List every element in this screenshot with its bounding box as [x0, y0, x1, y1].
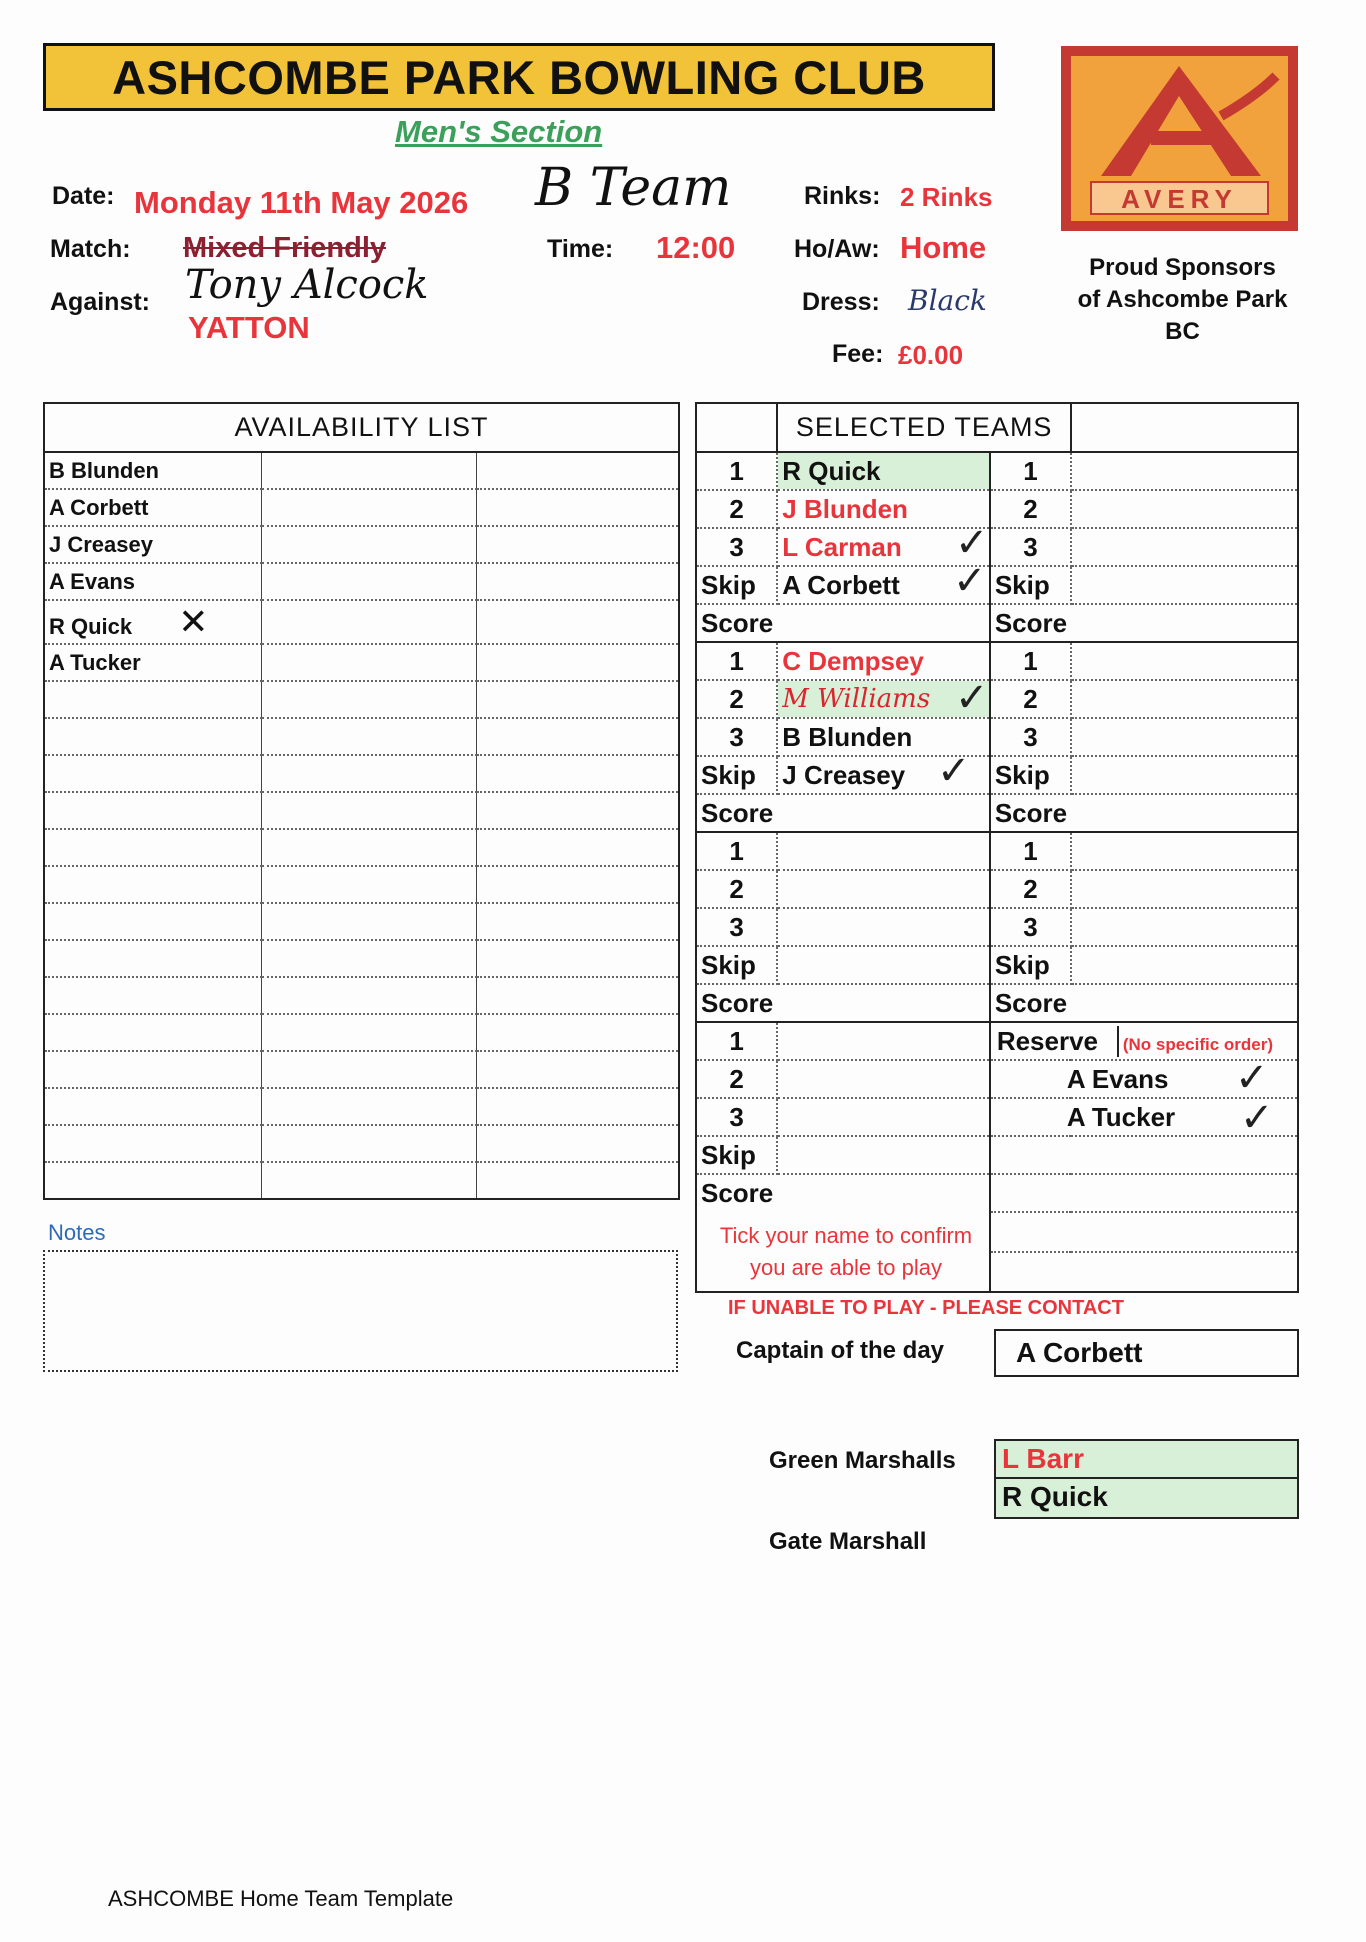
table-row: 3 3	[696, 908, 1298, 946]
hoaw-value: Home	[900, 230, 987, 265]
avail-name: A Tucker	[44, 644, 261, 681]
table-row: 2 J Blunden 2	[696, 490, 1298, 528]
tick-icon: ✓	[955, 520, 989, 566]
time-label: Time:	[547, 235, 614, 263]
rink2-player1: C Dempsey	[777, 642, 990, 680]
sponsor-text	[1050, 252, 1315, 348]
rink1-player1: R Quick	[777, 452, 990, 490]
reserve-label: Reserve	[991, 1026, 1119, 1057]
table-row: 3 B Blunden 3	[696, 718, 1298, 756]
availability-title: AVAILABILITY LIST	[44, 403, 679, 452]
table-row	[44, 644, 679, 681]
tick-icon: ✓	[1235, 1055, 1269, 1101]
table-row	[44, 600, 679, 644]
table-row	[44, 1051, 679, 1088]
selected-title: SELECTED TEAMS	[777, 403, 1071, 452]
sponsor-line-3: BC	[1165, 318, 1200, 345]
avail-name: B Blunden	[44, 452, 261, 489]
table-row	[44, 940, 679, 977]
table-row: 1 Reserve (No specific order)	[696, 1022, 1298, 1060]
table-row	[44, 681, 679, 718]
tick-instructions: Tick your name to confirm you are able to play	[719, 1223, 973, 1280]
table-row	[44, 1162, 679, 1199]
avail-name: J Creasey	[44, 526, 261, 563]
notes-label: Notes	[48, 1220, 106, 1245]
reserve-note: (No specific order)	[1122, 1034, 1274, 1054]
tick-icon: ✓	[955, 675, 989, 721]
rink2-skip: J Creasey	[777, 756, 990, 794]
table-row: 2 M Williams 2	[696, 680, 1298, 718]
fee-value: £0.00	[898, 340, 964, 370]
section-heading: Men's Section	[395, 114, 603, 149]
rinks-label: Rinks:	[804, 182, 881, 210]
time-value: 12:00	[656, 230, 736, 265]
green-marshalls-box	[994, 1439, 1299, 1519]
avail-name: R Quick ✕	[44, 600, 261, 644]
table-row: 3 A Tucker	[696, 1098, 1298, 1136]
table-row	[44, 829, 679, 866]
captain-value: A Corbett	[994, 1329, 1299, 1377]
rink1-skip: A Corbett	[777, 566, 990, 604]
template-name: ASHCOMBE Home Team Template	[108, 1886, 454, 1911]
table-row: 1 1	[696, 832, 1298, 870]
table-row	[44, 452, 679, 489]
table-row: 2 2	[696, 870, 1298, 908]
sponsor-line-1: Proud Sponsors	[1089, 254, 1276, 281]
table-row: Score	[696, 1174, 1298, 1212]
table-row	[44, 866, 679, 903]
unable-to-play-notice: IF UNABLE TO PLAY - PLEASE CONTACT	[728, 1297, 1124, 1319]
table-row	[44, 977, 679, 1014]
reserve-2: A Tucker	[990, 1098, 1298, 1136]
hoaw-label: Ho/Aw:	[794, 235, 880, 263]
date-label: Date:	[52, 182, 115, 210]
cross-mark-icon: ✕	[178, 601, 209, 642]
availability-table	[43, 402, 680, 1200]
table-row: 3 L Carman 3	[696, 528, 1298, 566]
against-handwritten: Tony Alcock	[185, 262, 429, 308]
table-row	[44, 755, 679, 792]
table-row: 2 A Evans	[696, 1060, 1298, 1098]
tick-icon: ✓	[953, 558, 987, 604]
rinks-value: 2 Rinks	[900, 182, 993, 212]
dress-value: Black	[908, 284, 987, 317]
table-row: Skip	[696, 1136, 1298, 1174]
rink1-player2: J Blunden	[777, 490, 990, 528]
club-title: ASHCOMBE PARK BOWLING CLUB	[43, 43, 995, 111]
table-row	[44, 1125, 679, 1162]
sponsor-line-2: of Ashcombe Park	[1077, 286, 1288, 313]
avail-name: A Corbett	[44, 489, 261, 526]
table-row	[44, 1014, 679, 1051]
reserve-1: A Evans	[990, 1060, 1298, 1098]
gate-marshall-label: Gate Marshall	[769, 1528, 927, 1555]
captain-label: Captain of the day	[736, 1337, 945, 1364]
table-row: Score Score	[696, 604, 1298, 642]
rink2-player2: M Williams	[777, 680, 990, 718]
table-row: Skip A Corbett Skip	[696, 566, 1298, 604]
against-label: Against:	[50, 288, 150, 316]
table-row: 1 R Quick 1	[696, 452, 1298, 490]
against-value: YATTON	[188, 310, 310, 345]
rink1-player3: L Carman	[777, 528, 990, 566]
match-label: Match:	[50, 235, 131, 263]
team-handwritten: B Team	[535, 158, 732, 218]
green-marshall-1: L Barr	[996, 1441, 1297, 1479]
table-row	[44, 563, 679, 600]
table-row: Score Score	[696, 794, 1298, 832]
logo-text: AVERY	[1121, 184, 1238, 214]
avail-name: A Evans	[44, 563, 261, 600]
dress-label: Dress:	[802, 288, 880, 316]
sponsor-logo	[1061, 46, 1298, 231]
tick-icon: ✓	[937, 748, 971, 794]
selected-teams-table	[695, 402, 1299, 1293]
notes-box[interactable]	[43, 1250, 678, 1372]
table-row: Skip J Creasey Skip	[696, 756, 1298, 794]
table-row	[44, 489, 679, 526]
fee-label: Fee:	[832, 340, 884, 368]
tick-icon: ✓	[1240, 1095, 1274, 1141]
rink2-player3: B Blunden	[777, 718, 990, 756]
table-row: Skip Skip	[696, 946, 1298, 984]
table-row	[44, 1088, 679, 1125]
green-marshalls-label: Green Marshalls	[769, 1447, 956, 1474]
table-row	[44, 792, 679, 829]
table-row	[44, 526, 679, 563]
table-row: Score Score	[696, 984, 1298, 1022]
table-row: 1 C Dempsey 1	[696, 642, 1298, 680]
date-value: Monday 11th May 2026	[134, 185, 469, 220]
table-row	[44, 903, 679, 940]
match-value-struck: Mixed Friendly	[183, 232, 387, 264]
table-row	[44, 718, 679, 755]
green-marshall-2: R Quick	[1002, 1481, 1108, 1512]
